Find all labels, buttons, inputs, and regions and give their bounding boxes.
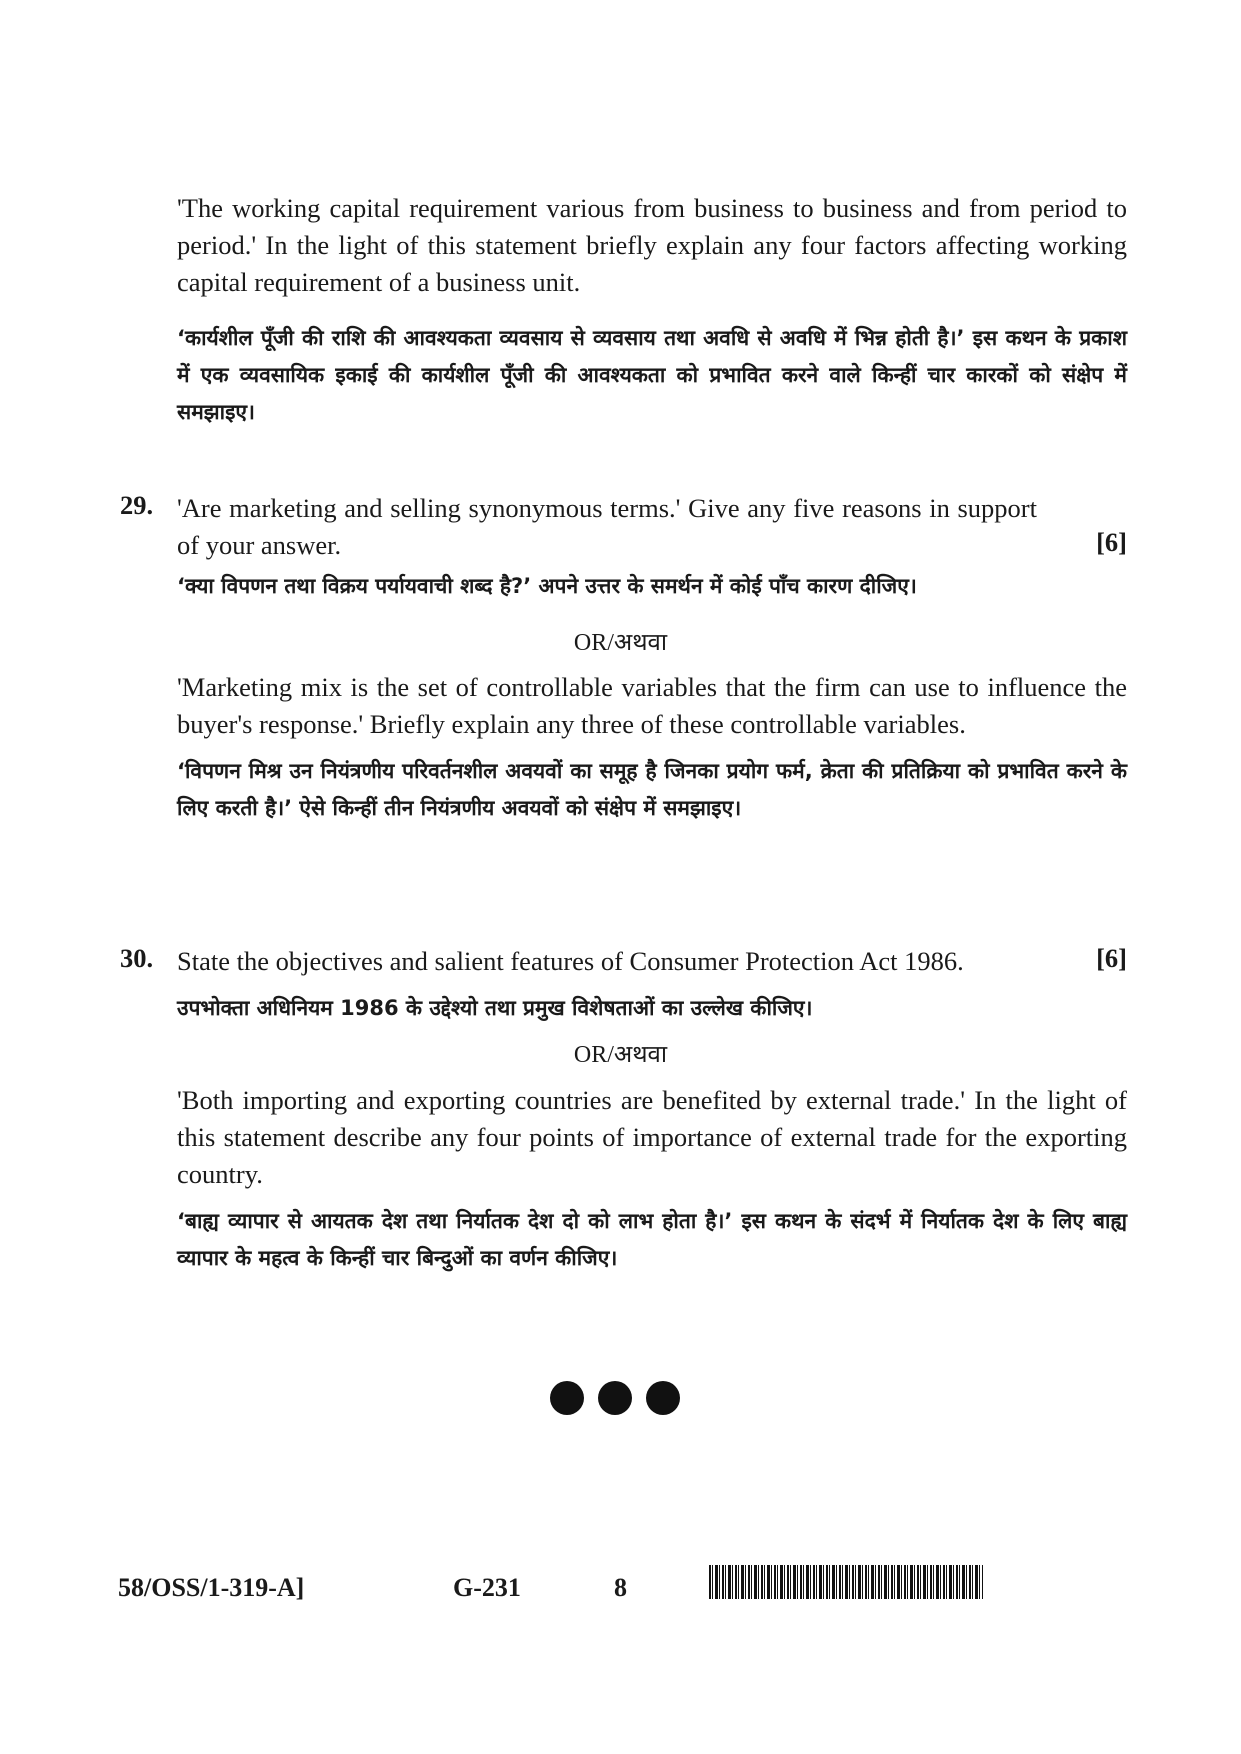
- footer-series: G-231: [453, 1573, 521, 1602]
- end-marker: [550, 1381, 680, 1415]
- question-29-or: OR/अथवा: [573, 630, 668, 656]
- question-30-marks: [6]: [1096, 943, 1127, 973]
- question-29-marks: [6]: [1096, 527, 1127, 557]
- end-dot: [646, 1381, 680, 1415]
- end-dot: [550, 1381, 584, 1415]
- question-30-or: OR/अथवा: [573, 1042, 668, 1068]
- question-29-number: 29.: [120, 490, 154, 520]
- question-29-alt-english: 'Marketing mix is the set of controllable variables that the firm can use to influence the buyer's response.' Briefly explain any three of these controllable variables.: [177, 672, 1127, 739]
- question-30-hindi: उपभोक्ता अधिनियम 1986 के उद्देश्यो तथा प्रमुख विशेषताओं का उल्लेख कीजिए।: [177, 996, 813, 1020]
- question-29-hindi: ‘क्या विपणन तथा विक्रय पर्यायवाची शब्द है?’ अपने उत्तर के समर्थन में कोई पाँच कारण दीजिए।: [177, 574, 917, 598]
- barcode: [709, 1565, 983, 1599]
- question-30-english: State the objectives and salient features of Consumer Protection Act 1986.: [177, 946, 964, 976]
- question-29-alt-hindi: ‘विपणन मिश्र उन नियंत्रणीय परिवर्तनशील अवयवों का समूह है जिनका प्रयोग फर्म, क्रेता की प्रतिक्रिया को प्रभावित करने के लिए करती है।’ ऐसे किन्हीं तीन नियंत्रणीय अवयवों को संक्षेप में समझाइए।: [177, 759, 1127, 820]
- intro-hindi: ‘कार्यशील पूँजी की राशि की आवश्यकता व्यवसाय से व्यवसाय तथा अवधि से अवधि में भिन्न होती है।’ इस कथन के प्रकाश में एक व्यवसायिक इकाई की कार्यशील पूँजी की आवश्यकता को प्रभावित करने वाले किन्हीं चार कारकों को संक्षेप में समझाइए।: [177, 326, 1127, 424]
- question-29-english: 'Are marketing and selling synonymous terms.' Give any five reasons in support of your answer.: [177, 493, 1037, 560]
- footer-paper-code: 58/OSS/1-319-A]: [118, 1573, 305, 1602]
- question-30-alt-english: 'Both importing and exporting countries are benefited by external trade.' In the light of this statement describe any four points of importance of external trade for the exporting country.: [177, 1085, 1127, 1189]
- question-30-number: 30.: [120, 943, 154, 973]
- end-dot: [598, 1381, 632, 1415]
- question-30-alt-hindi: ‘बाह्य व्यापार से आयतक देश तथा निर्यातक देश दो को लाभ होता है।’ इस कथन के संदर्भ में निर्यातक देश के लिए बाह्य व्यापार के महत्व के किन्हीं चार बिन्दुओं का वर्णन कीजिए।: [177, 1209, 1127, 1270]
- intro-english: 'The working capital requirement various from business to business and from period to period.' In the light of this statement briefly explain any four factors affecting working capital requirement of a business unit.: [177, 193, 1127, 297]
- footer-page-number: 8: [614, 1573, 627, 1602]
